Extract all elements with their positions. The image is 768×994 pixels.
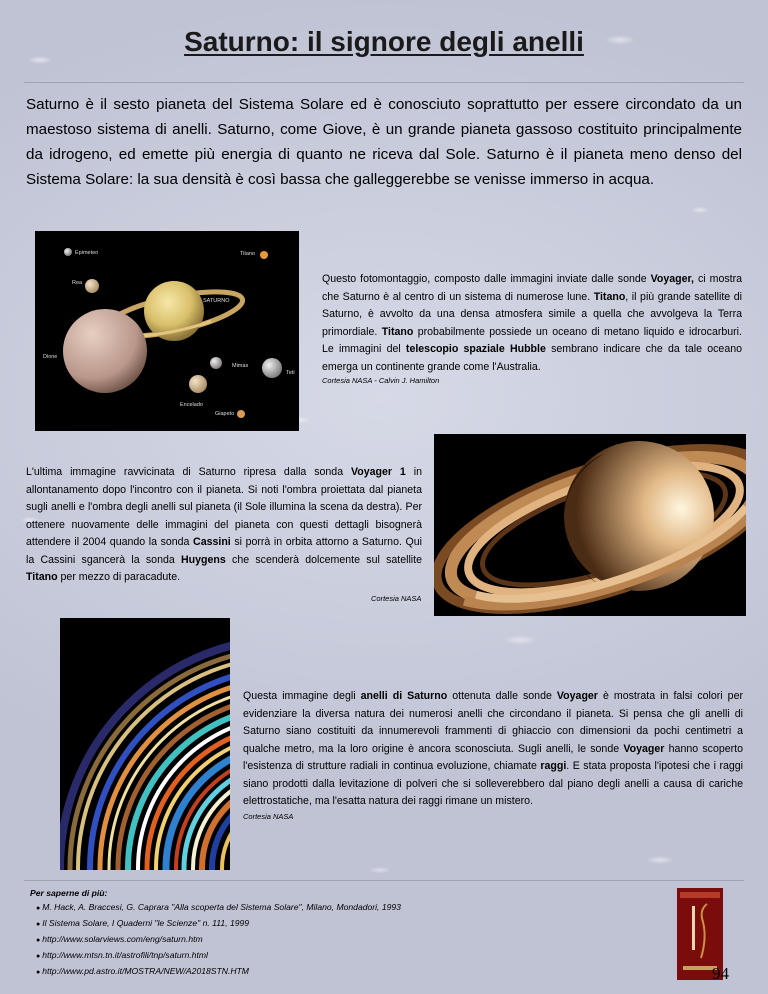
saturn-moons-montage-image [35,231,299,431]
reference-item: ● M. Hack, A. Braccesi, G. Caprara "Alla scoperta del Sistema Solare", Milano, Mondadori, 1993 [30,900,550,916]
rings-caption: Questa immagine degli anelli di Saturno ottenuta dalle sonde Voyager è mostrata in falsi colori per evidenziare la diversa natura dei numerosi anelli che circondano il pianeta. Si pensa che gli anelli di Saturno siano costituiti da innumerevoli frammenti di ghiaccio con dimensioni da pochi centimetri a qualche metro, ma la loro origine è ancora sconosciuta. Sugli anelli, le sonde Voyager hanno scoperto l'esistenza di strutture radiali in continua evoluzione, chiamate raggi. E stata proposta l'ipotesi che i raggi siano prodotti dalla levitazione di polveri che si solleverebbero dal piano degli anelli a causa di cariche elettrostatiche, ma l'esatta natura dei raggi rimane un mistero. [243,690,744,807]
titano-moon [260,251,268,259]
reference-item[interactable]: ● http://www.pd.astro.it/MOSTRA/NEW/A2018STN.HTM [30,964,550,980]
footer-divider [24,880,744,881]
saturn-rings-false-color-image [60,618,230,870]
reference-item[interactable]: ● http://www.solarviews.com/eng/saturn.htm [30,932,550,948]
epimeteo-moon [64,248,72,256]
rings-credit: Cortesia NASA [243,812,294,821]
label-epimeteo: Epimeteo [75,250,99,256]
montage-caption: Questo fotomontaggio, composto dalle immagini inviate dalle sonde Voyager, ci mostra che Saturno è al centro di un sistema di numerose lune. Titano, il più grande satellite di Saturno, è avvolto da una densa atmosfera simile a quella che avvolgeva la Terra primordiale. Titano probabilmente possiede un oceano di metano liquido e idrocarburi. Le immagini del telescopio spaziale Hubble sembrano indicare che da tale oceano emerga un continente grande come l'Australia. [322,273,742,373]
references [30,886,550,980]
label-teti: Teti [286,370,295,376]
voyager-saturn-image [434,434,746,616]
reference-item[interactable]: ● http://www.mtsn.tn.it/astrofili/tnp/saturn.html [30,948,550,964]
label-titano: Titano [240,251,256,257]
encelado-moon [189,375,207,393]
references-heading: Per saperne di più: [30,888,108,898]
dione-moon [63,309,147,393]
label-encelado: Encelado [180,402,203,408]
label-dione: Dione [43,354,58,360]
mimas-moon [210,357,222,369]
montage-credit: Cortesia NASA - Calvin J. Hamilton [322,376,440,385]
label-mimas: Mimas [232,363,249,369]
giapeto-moon [237,410,245,418]
page-number: 94 [712,964,729,983]
voyager-credit: Cortesia NASA [371,594,422,603]
title-divider [24,82,744,83]
reference-item: ● Il Sistema Solare, I Quaderni "le Scienze" n. 111, 1999 [30,916,550,932]
label-saturno: SATURNO [203,298,230,304]
label-giapeto: Giapeto [215,411,235,417]
label-rea: Rea [72,280,83,286]
page-title: Saturno: il signore degli anelli [184,26,584,57]
voyager-caption: L'ultima immagine ravvicinata di Saturno ripresa dalla sonda Voyager 1 in allontanamento dopo l'incontro con il pianeta. Si noti l'ombra proiettata dal pianeta sugli anelli e l'ombra degli anelli sul pianeta (il Sole illumina la scena da destra). Per ottenere nuovamente delle immagini del pianeta con questi dettagli bisognerà attendere il 2004 quando la sonda Cassini si porrà in orbita attorno a Saturno. Qui la Cassini sgancerà la sonda Huygens che scenderà dolcemente sul satellite Titano per mezzo di paracadute. [26,466,422,583]
rea-moon [85,279,99,293]
intro-paragraph: Saturno è il sesto pianeta del Sistema Solare ed è conosciuto soprattutto per essere circondato da un maestoso sistema di anelli. Saturno, come Giove, è un grande pianeta gassoso costituito principalmente da idrogeno, ed emette più energia di quanto ne riceva dal Sole. Saturno è il pianeta meno denso del Sistema Solare: la sua densità è così bassa che galleggerebbe se venisse immerso in acqua. [26,96,742,188]
teti-moon [262,358,282,378]
